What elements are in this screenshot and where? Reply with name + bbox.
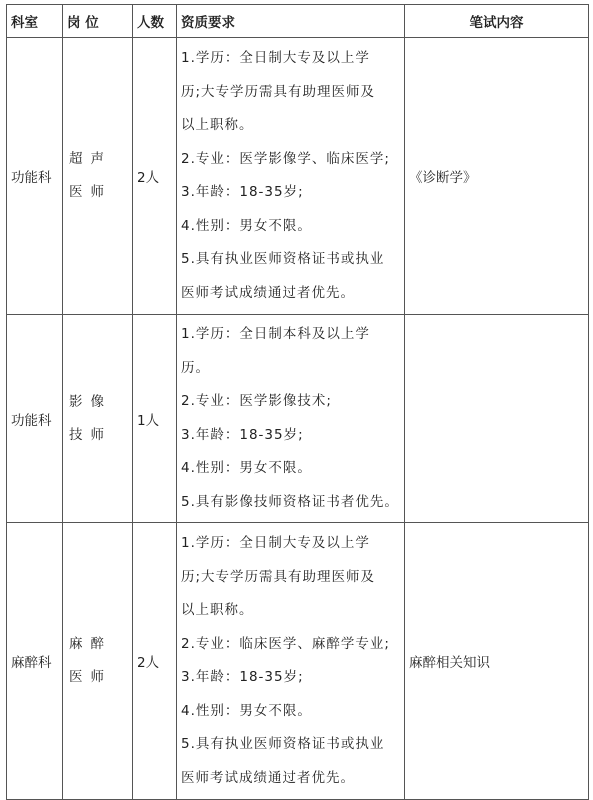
count-cell: 2人 <box>133 38 177 315</box>
requirement-line: 历;大专学历需具有助理医师及 <box>181 568 376 585</box>
requirement-line: 以上职称。 <box>181 602 254 618</box>
requirement-line: 3.年龄：18-35岁; <box>181 669 304 685</box>
header-exam: 笔试内容 <box>405 5 589 38</box>
requirements-cell <box>177 523 405 800</box>
requirement-line: 3.年龄：18-35岁; <box>181 426 304 443</box>
requirement-line: 5.具有执业医师资格证书或执业 <box>181 736 385 752</box>
requirements-cell <box>177 38 405 315</box>
requirement-line: 2.专业：临床医学、麻醉学专业; <box>181 635 390 652</box>
requirement-line: 以上职称。 <box>181 117 254 133</box>
position-cell: 影像技师 <box>63 315 133 523</box>
requirement-line: 医师考试成绩通过者优先。 <box>181 284 355 301</box>
requirement-line: 1.学历：全日制本科及以上学 <box>181 326 370 342</box>
table-row <box>7 315 589 523</box>
header-row <box>7 5 589 38</box>
requirement-line: 医师考试成绩通过者优先。 <box>181 769 355 786</box>
requirement-line: 历。 <box>181 359 210 376</box>
count-cell: 2人 <box>133 523 177 800</box>
requirement-line: 4.性别：男女不限。 <box>181 217 312 234</box>
requirement-line: 历;大专学历需具有助理医师及 <box>181 83 376 100</box>
position-cell: 超声医师 <box>63 38 133 315</box>
recruitment-table <box>6 4 589 800</box>
requirement-line: 3.年龄：18-35岁; <box>181 184 304 200</box>
dept-cell: 麻醉科 <box>7 523 63 800</box>
requirement-line: 1.学历：全日制大专及以上学 <box>181 535 370 551</box>
exam-cell <box>405 315 589 523</box>
requirement-line: 5.具有执业医师资格证书或执业 <box>181 251 385 267</box>
exam-cell: 麻醉相关知识 <box>405 523 589 800</box>
position-cell: 麻醉医师 <box>63 523 133 800</box>
requirement-line: 1.学历：全日制大专及以上学 <box>181 50 370 66</box>
requirement-line: 5.具有影像技师资格证书者优先。 <box>181 493 399 510</box>
requirements-cell <box>177 315 405 523</box>
exam-cell: 《诊断学》 <box>405 38 589 315</box>
count-cell: 1人 <box>133 315 177 523</box>
requirement-line: 4.性别：男女不限。 <box>181 460 312 476</box>
header-dept: 科室 <box>7 5 63 38</box>
header-position: 岗 位 <box>63 5 133 38</box>
header-requirements: 资质要求 <box>177 5 405 38</box>
requirement-line: 4.性别：男女不限。 <box>181 702 312 719</box>
dept-cell: 功能科 <box>7 38 63 315</box>
header-count: 人数 <box>133 5 177 38</box>
requirement-line: 2.专业：医学影像技术; <box>181 393 332 409</box>
table-row <box>7 523 589 800</box>
table-row <box>7 38 589 315</box>
dept-cell: 功能科 <box>7 315 63 523</box>
requirement-line: 2.专业：医学影像学、临床医学; <box>181 150 390 167</box>
